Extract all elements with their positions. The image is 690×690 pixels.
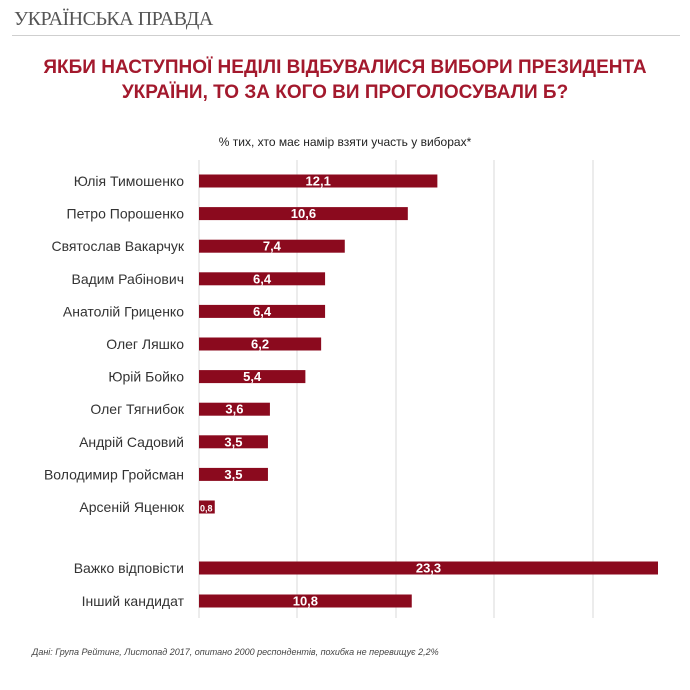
bar-value-label: 3,6 (225, 401, 244, 417)
chart-subtitle: % тих, хто має намір взяти участь у виборах* (218, 135, 472, 149)
site-logo[interactable]: УКРАЇНСЬКА ПРАВДА (14, 8, 213, 30)
bar-value-label: 7,4 (262, 238, 281, 254)
category-label: Вадим Рабінович (71, 270, 184, 287)
bar-value-label: 0,8 (200, 503, 213, 514)
category-label: Інший кандидат (81, 593, 184, 609)
chart-title-line-1: ЯКБИ НАСТУПНОЇ НЕДІЛІ ВІДБУВАЛИСЯ ВИБОРИ ПРЕЗИДЕНТА (43, 57, 647, 78)
category-label: Юрій Бойко (108, 368, 184, 385)
bar-value-label: 6,2 (251, 336, 270, 352)
bar-value-label: 12,1 (305, 173, 331, 189)
category-label: Олег Тягнибок (90, 401, 184, 418)
bar-value-label: 10,6 (290, 206, 317, 222)
category-label: Святослав Вакарчук (51, 238, 184, 255)
category-label: Анатолій Гриценко (62, 303, 184, 320)
bar-value-label: 3,5 (224, 466, 243, 482)
category-label: Важко відповісти (73, 560, 184, 576)
bar-value-label: 23,3 (415, 560, 442, 576)
category-label: Андрій Садовий (79, 433, 184, 450)
bar-value-label: 3,5 (224, 434, 243, 450)
category-label: Володимир Гройсман (43, 466, 184, 483)
bar-value-label: 6,4 (252, 303, 272, 319)
bar-value-label: 10,8 (292, 593, 319, 609)
category-label: Петро Порошенко (66, 205, 184, 222)
chart-title-line-2: УКРАЇНИ, ТО ЗА КОГО ВИ ПРОГОЛОСУВАЛИ Б? (121, 82, 569, 103)
category-label: Юлія Тимошенко (73, 173, 184, 189)
category-label: Арсеній Яценюк (79, 499, 184, 515)
category-label: Олег Ляшко (106, 336, 184, 352)
source-footnote: Дані: Група Рейтинг, Листопад 2017, опитано 2000 респондентів, похибка не перевищує 2,2% (32, 647, 439, 657)
bar-value-label: 6,4 (252, 271, 272, 287)
bar-value-label: 5,4 (243, 369, 262, 385)
